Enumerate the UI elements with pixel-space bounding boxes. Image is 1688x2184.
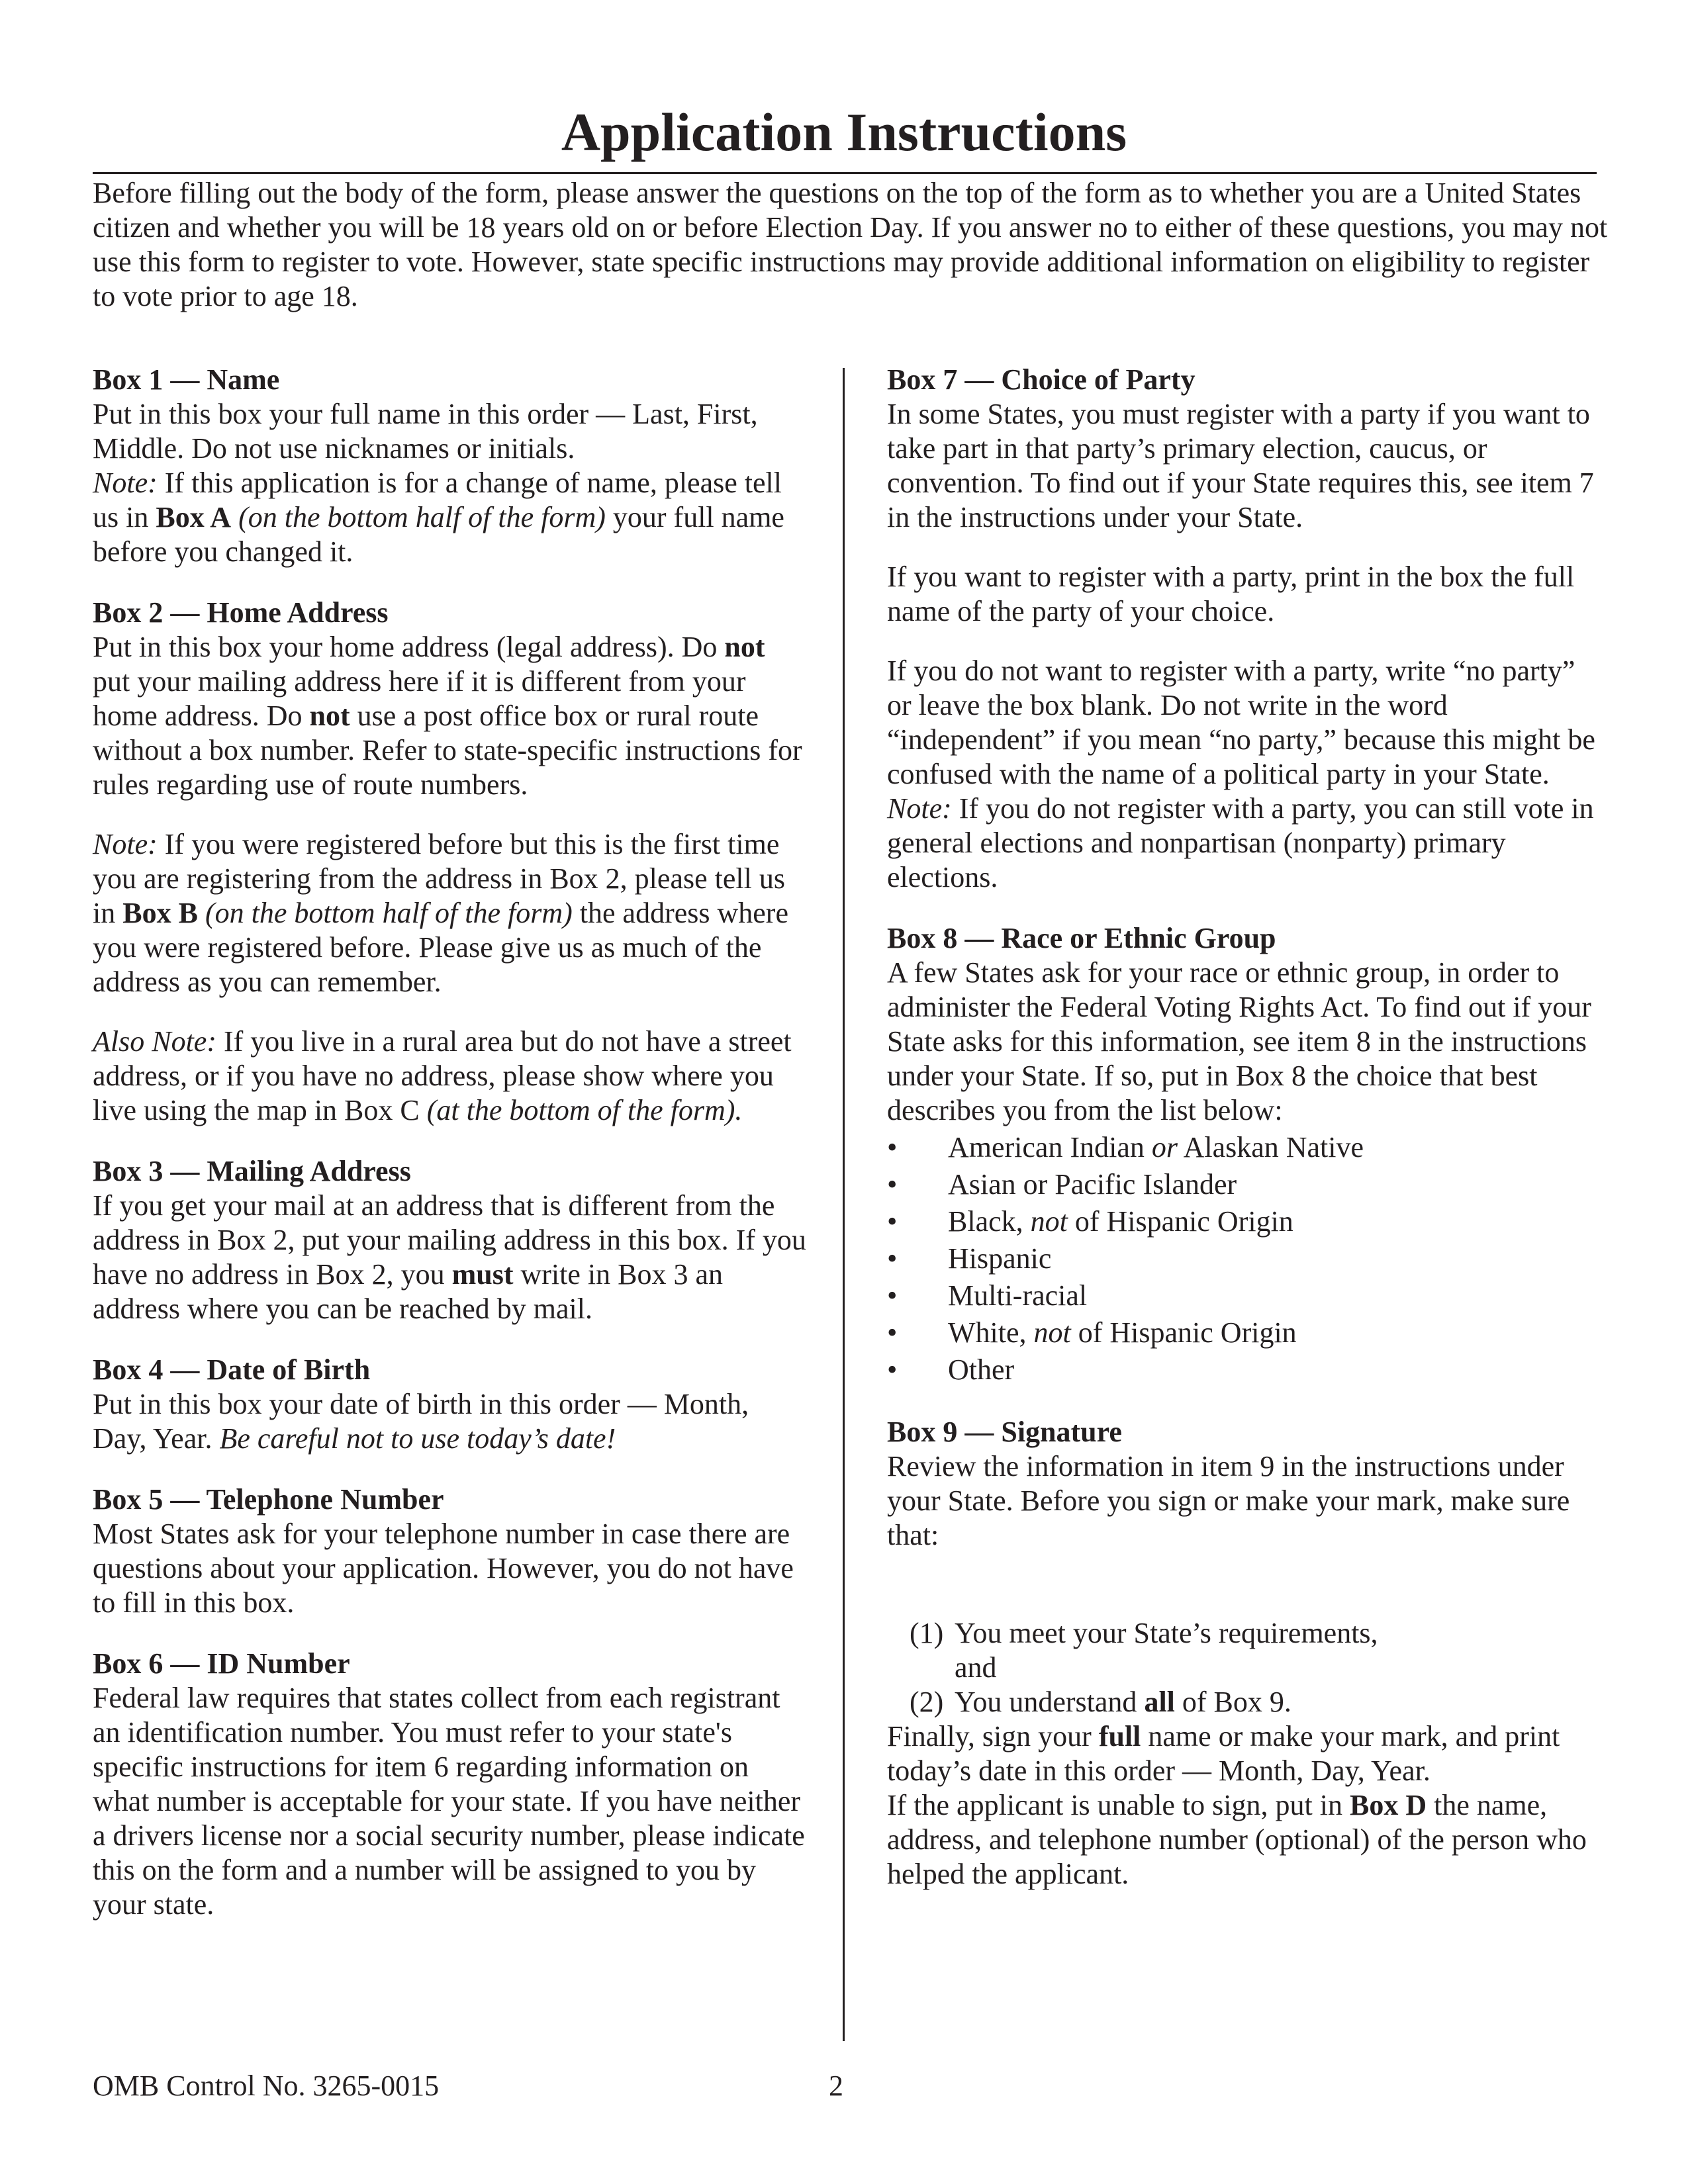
- box6-section: [93, 1647, 808, 1922]
- column-divider: [843, 368, 845, 2041]
- box2-note: Note: If you were registered before but this is the first time you are registering from the address in Box 2, please tell us in Box B (on the bottom half of the form) the address where you were registered before. Please give us as much of the address as you can remember.: [93, 828, 788, 998]
- box9-final-text: Finally, sign your full name or make your mark, and print today’s date in this order — Month, Day, Year. If the applicant is unable to sign, put in Box D the name, address, and telephone number (optional) of the person who helped the applicant.: [887, 1720, 1587, 1890]
- page-number: 2: [829, 2070, 843, 2102]
- box7-note: Note: If you do not register with a party, you can still vote in general elections and nonpartisan (nonparty) primary elections.: [887, 792, 1594, 893]
- list-item: • Black, not of Hispanic Origin: [887, 1203, 1602, 1240]
- omb-control-number: OMB Control No. 3265-0015: [93, 2070, 440, 2102]
- list-item: • White, not of Hispanic Origin: [887, 1314, 1602, 1351]
- requirements-list: [887, 1616, 1602, 1719]
- box7-text: In some States, you must register with a party if you want to take part in that party’s primary election, caucus, or convention. To find out if your State requires this, see item 7 in the instructions under your State.: [887, 398, 1594, 533]
- intro-paragraph: Before filling out the body of the form, please answer the questions on the top of the form as to whether you are a United States citizen and whether you will be 18 years old on or before Election Day. If you answer no to either of these questions, you may not use this form to register to vote. However, state specific instructions may provide additional information on eligibility to register to vote prior to age 18.: [93, 177, 1608, 312]
- box8-text: A few States ask for your race or ethnic group, in order to administer the Federal Voting Rights Act. To find out if your State asks for this information, see item 8 in the instructions under your State. If so, put in Box 8 the choice that best describes you from the list below:: [887, 956, 1591, 1126]
- box2-section: [93, 596, 808, 1128]
- box1-heading: Box 1 — Name: [93, 363, 280, 396]
- title-divider: [93, 172, 1597, 174]
- list-item: • Hispanic: [887, 1240, 1602, 1277]
- box7-no-party-text: If you do not want to register with a party, write “no party” or leave the box blank. Do not write in the word “independent” if you mean “no party,” because this might be confused with the name of a political party in your State.: [887, 655, 1595, 790]
- box4-section: [93, 1353, 808, 1456]
- box8-heading: Box 8 — Race or Ethnic Group: [887, 922, 1276, 954]
- list-item: (2) You understand all of Box 9.: [910, 1686, 1291, 1718]
- box2-text: Put in this box your home address (legal address). Do not put your mailing address here if it is different from your home address. Do not use a post office box or rural route without a box number. Refer to state-specific instructions for rules regarding use of route numbers.: [93, 631, 802, 801]
- list-item: • Other: [887, 1351, 1602, 1388]
- list-item: • American Indian or Alaskan Native: [887, 1129, 1602, 1166]
- page-title: Application Instructions: [561, 102, 1127, 162]
- box1-section: [93, 363, 808, 569]
- box9-text: Review the information in item 9 in the instructions under your State. Before you sign or make your mark, make sure that:: [887, 1450, 1570, 1551]
- box4-text: Put in this box your date of birth in this order — Month, Day, Year. Be careful not to use today’s date!: [93, 1388, 749, 1455]
- box3-heading: Box 3 — Mailing Address: [93, 1155, 411, 1187]
- box3-text: If you get your mail at an address that is different from the address in Box 2, put your mailing address in this box. If you have no address in Box 2, you must write in Box 3 an address where you can be reached by mail.: [93, 1189, 806, 1325]
- box1-text: Put in this box your full name in this order — Last, First, Middle. Do not use nicknames or initials.: [93, 398, 758, 465]
- box9-heading: Box 9 — Signature: [887, 1416, 1122, 1448]
- box4-heading: Box 4 — Date of Birth: [93, 1353, 371, 1386]
- box5-section: [93, 1482, 808, 1620]
- box2-also-note: Also Note: If you live in a rural area but do not have a street address, or if you have no address, please show where you live using the map in Box C (at the bottom of the form).: [93, 1025, 792, 1126]
- right-column: [887, 363, 1602, 1918]
- box6-heading: Box 6 — ID Number: [93, 1647, 350, 1680]
- box9-section: [887, 1415, 1602, 1891]
- box7-section: [887, 363, 1602, 895]
- list-item: • Multi-racial: [887, 1277, 1602, 1314]
- box7-heading: Box 7 — Choice of Party: [887, 363, 1196, 396]
- box5-text: Most States ask for your telephone number in case there are questions about your application. However, you do not have to fill in this box.: [93, 1518, 794, 1619]
- box2-heading: Box 2 — Home Address: [93, 596, 389, 629]
- box8-section: [887, 921, 1602, 1388]
- box1-note: Note: If this application is for a change of name, please tell us in Box A (on the bottom half of the form) your full name before you changed it.: [93, 467, 784, 568]
- list-item: • Asian or Pacific Islander: [887, 1166, 1602, 1203]
- box5-heading: Box 5 — Telephone Number: [93, 1483, 444, 1516]
- list-item: (1) You meet your State’s requirements, and: [910, 1617, 1378, 1684]
- box7-party-text: If you want to register with a party, print in the box the full name of the party of your choice.: [887, 561, 1575, 627]
- left-column: [93, 363, 808, 1948]
- box6-text: Federal law requires that states collect from each registrant an identification number. You must refer to your state's specific instructions for item 6 regarding information on what number is acceptable for your state. If you have neither a drivers license nor a social security number, please indicate this on the form and a number will be assigned to you by your state.: [93, 1682, 805, 1921]
- race-list: [887, 1129, 1602, 1388]
- box3-section: [93, 1154, 808, 1326]
